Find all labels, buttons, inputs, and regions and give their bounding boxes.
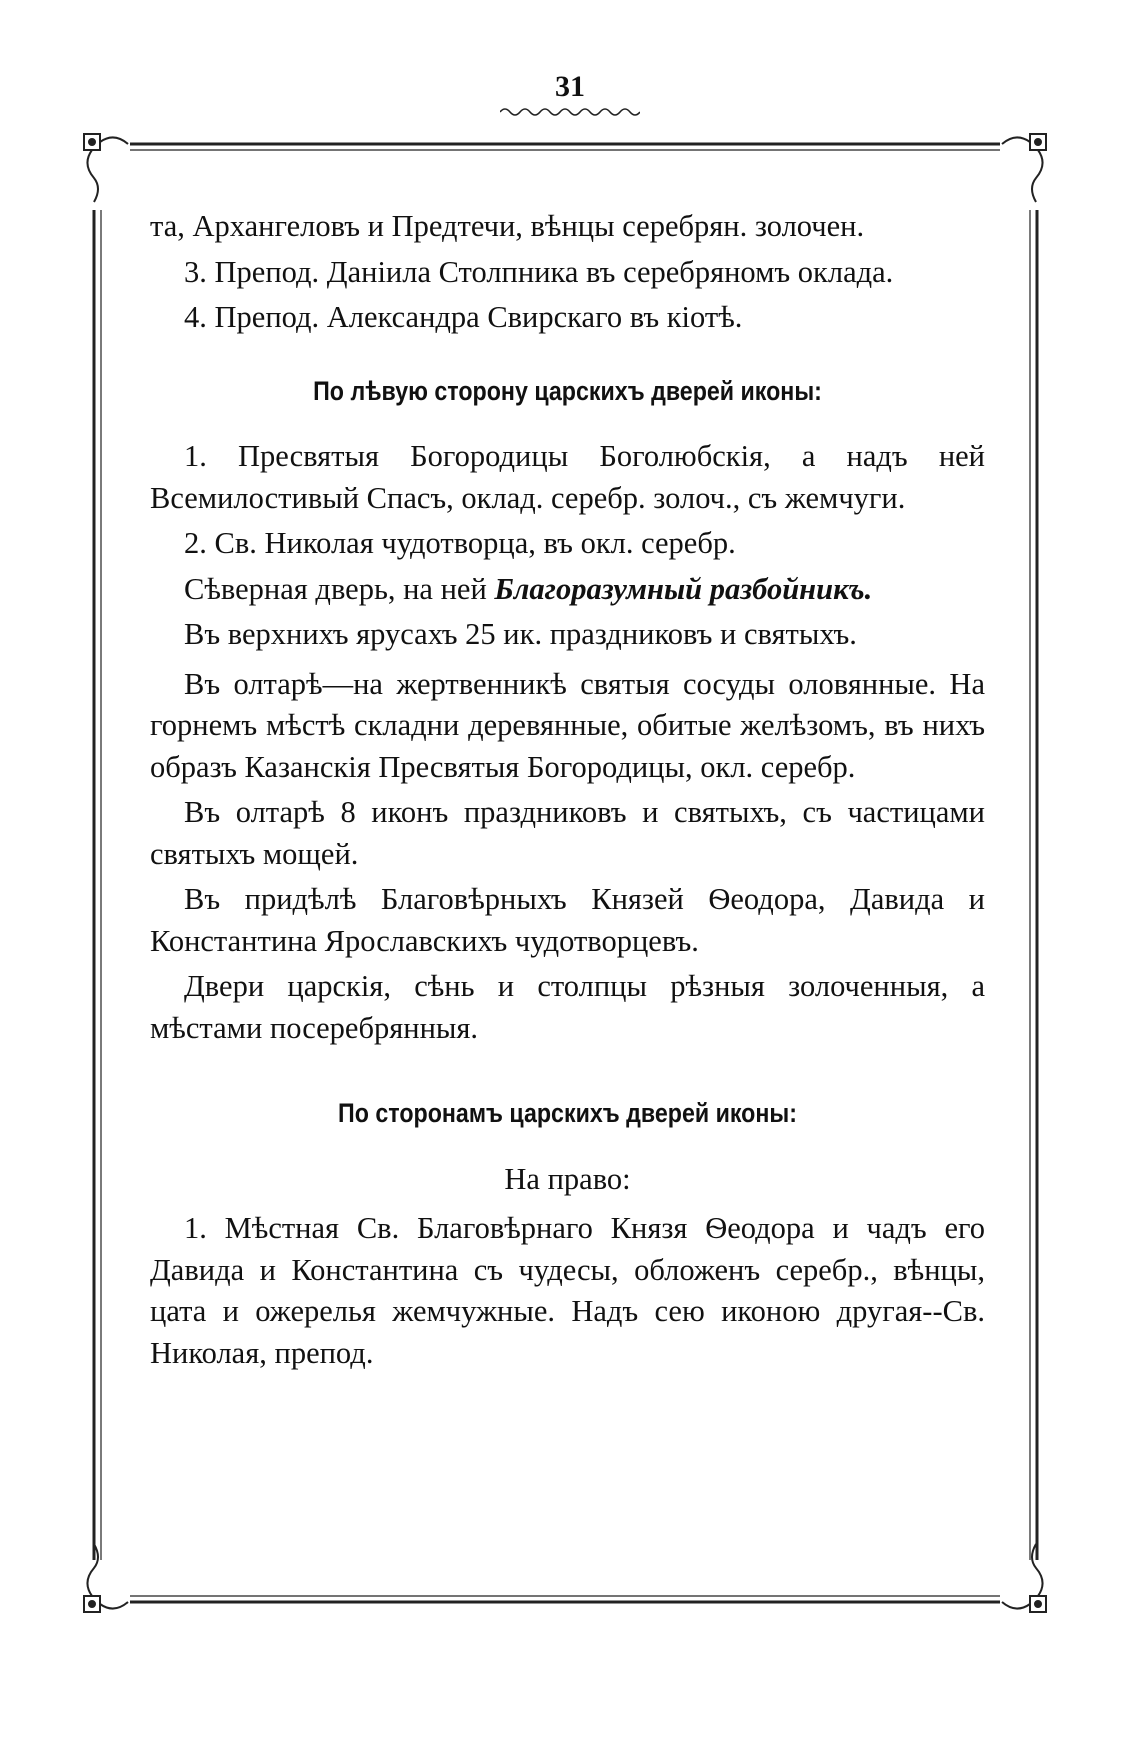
list-item: 1. Мѣстная Св. Благовѣрнаго Князя Ѳеодора и чадъ его Давида и Константина съ чудесы, обложенъ серебр., вѣнцы, цата и ожерелья жемчужные. Надъ сею иконою другая--Св. Николая, препод. xyxy=(150,1211,985,1370)
paragraph: Въ придѣлѣ Благовѣрныхъ Князей Ѳеодора, Давида и Константина Ярославскихъ чудотворцевъ. xyxy=(150,882,985,958)
corner-ornament-top-right xyxy=(1002,134,1046,202)
paragraph: Въ олтарѣ—на жертвенникѣ святыя сосуды оловянные. На горнемъ мѣстѣ складни деревянные, обитые желѣзомъ, въ нихъ образъ Казанскія Пресвятыя Богородицы, окл. серебр. xyxy=(150,666,985,784)
paragraph: Въ верхнихъ ярусахъ 25 ик. праздниковъ и святыхъ. xyxy=(184,617,857,651)
paragraph-continuation: та, Архангеловъ и Предтечи, вѣнцы серебрян. золочен. xyxy=(150,209,865,243)
corner-ornament-top-left xyxy=(84,134,128,202)
list-item: 2. Св. Николая чудотворца, въ окл. серебр. xyxy=(184,526,736,560)
list-item: 3. Препод. Даніила Столпника въ серебряномъ оклада. xyxy=(184,254,894,289)
page-number-ornament xyxy=(500,106,640,118)
section-heading-left-side: По лѣвую сторону царскихъ дверей иконы: xyxy=(313,375,822,406)
list-item: 4. Препод. Александра Свирскаго въ кіотѣ. xyxy=(184,300,743,334)
paragraph: Двери царскія, сѣнь и столпцы рѣзныя золоченныя, а мѣстами посеребрянныя. xyxy=(150,969,985,1045)
page-number: 31 xyxy=(555,70,585,103)
paragraph: Въ олтарѣ 8 иконъ праздниковъ и святыхъ, съ частицами святыхъ мощей. xyxy=(150,795,985,871)
list-item: 1. Пресвятыя Богородицы Боголюбскія, а надъ ней Всемилостивый Спасъ, оклад. серебр. золоч., съ жемчуги. xyxy=(150,439,985,515)
section-heading-sides: По сторонамъ царскихъ дверей иконы: xyxy=(338,1098,797,1128)
corner-ornament-bottom-right xyxy=(1002,1544,1046,1612)
page-text xyxy=(150,206,985,1374)
north-door-paragraph xyxy=(150,569,985,611)
subheading-right: На право: xyxy=(504,1161,631,1196)
corner-ornament-bottom-left xyxy=(84,1544,128,1612)
north-door-text: Сѣверная дверь, на ней xyxy=(184,571,495,606)
north-door-italic: Благоразумный разбойникъ. xyxy=(494,571,873,606)
